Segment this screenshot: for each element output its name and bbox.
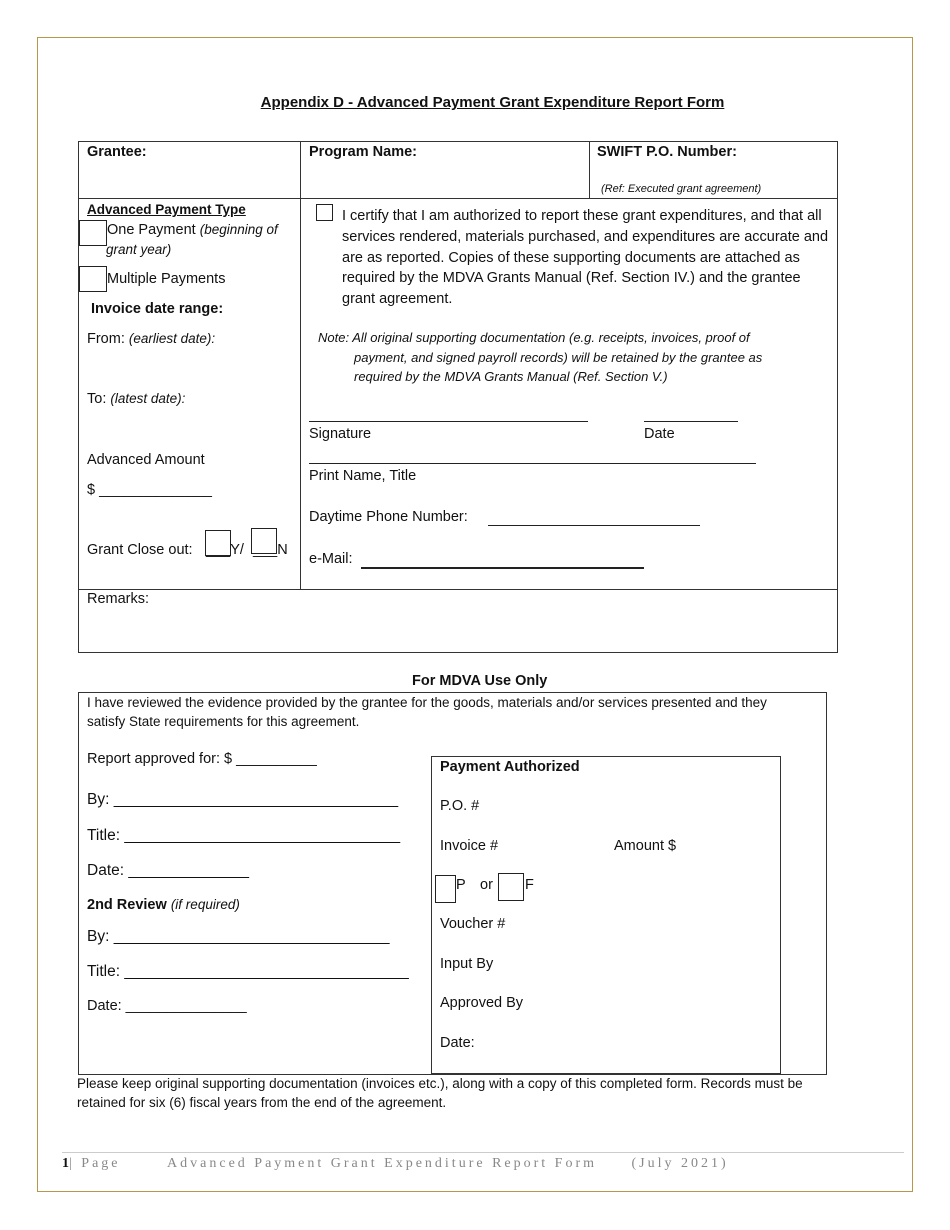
mdva-heading: For MDVA Use Only — [412, 673, 548, 689]
payment-date-label: Date: — [440, 1035, 475, 1051]
p-label: P — [456, 877, 466, 893]
report-approved-field[interactable]: Report approved for: $ __________ — [87, 751, 317, 767]
po-label: P.O. # — [440, 798, 480, 814]
advanced-amount-label: Advanced Amount — [87, 452, 205, 468]
signature-label: Signature — [309, 426, 372, 442]
note-line-1: Note: All original supporting documentation (e.g. receipts, invoices, proof of — [318, 330, 750, 345]
by-field-2[interactable]: By: ________________________________ — [87, 928, 390, 945]
page-word: | Page — [69, 1156, 121, 1171]
date-label: Date — [644, 426, 675, 442]
multiple-payments-label: Multiple Payments — [107, 271, 226, 287]
swift-po-ref: (Ref: Executed grant agreement) — [601, 183, 762, 195]
input-by-label: Input By — [440, 956, 494, 972]
retention-note-italic — [318, 328, 823, 387]
phone-label: Daytime Phone Number: — [309, 509, 468, 525]
certification-statement: I certify that I am authorized to report these grant expenditures, and that all services rendered, materials purchased, and expenditures are accurate and are as reported. Copies of these supporting documents are attached as required by the MDVA Grants Manual (Ref. Section IV.) and the grantee grant agreement. — [342, 208, 829, 308]
from-field-label: From: (earliest date): — [87, 331, 216, 347]
one-payment-label: One Payment (beginning of — [107, 222, 278, 238]
page-number: 1 — [62, 1156, 69, 1171]
to-field-label: To: (latest date): — [87, 391, 186, 407]
header-row-divider — [78, 198, 838, 199]
invoice-label: Invoice # — [440, 838, 499, 854]
program-name-label: Program Name: — [309, 144, 417, 160]
title-field-1[interactable]: Title: ________________________________ — [87, 827, 401, 844]
close-out-no-label: ___N — [253, 542, 288, 558]
grantee-label: Grantee: — [87, 144, 147, 160]
close-out-label: Grant Close out: — [87, 542, 193, 558]
swift-po-label: SWIFT P.O. Number: — [597, 144, 737, 160]
by-field-1[interactable]: By: _________________________________ — [87, 791, 399, 808]
payment-type-heading: Advanced Payment Type — [87, 202, 246, 217]
email-label: e-Mail: — [309, 551, 353, 567]
payment-authorized-box — [431, 756, 781, 1074]
note-line-3: required by the MDVA Grants Manual (Ref. Section V.) — [354, 369, 668, 384]
form-title: Appendix D - Advanced Payment Grant Expenditure Report Form — [260, 94, 725, 111]
date-line[interactable] — [644, 421, 738, 422]
phone-line[interactable] — [488, 525, 700, 526]
page-footer — [62, 1156, 729, 1172]
header-col-divider-1 — [300, 141, 301, 589]
review-statement-line-1: I have reviewed the evidence provided by the grantee for the goods, materials and/or services presented and they — [87, 695, 767, 710]
retention-note-line-1: Please keep original supporting documentation (invoices etc.), along with a copy of this completed form. Records must be — [77, 1076, 803, 1091]
close-out-yes-label: ___Y/ — [206, 542, 244, 558]
date-field-2[interactable]: Date: _______________ — [87, 998, 247, 1014]
multiple-payments-checkbox[interactable] — [79, 266, 107, 292]
advanced-amount-field[interactable]: $ ______________ — [87, 482, 212, 498]
or-label: or — [480, 877, 493, 893]
signature-line[interactable] — [309, 421, 588, 422]
note-line-2: payment, and signed payroll records) will be retained by the grantee as — [354, 349, 763, 365]
retention-note-line-2: retained for six (6) fiscal years from the end of the agreement. — [77, 1095, 447, 1110]
one-payment-checkbox[interactable] — [79, 220, 107, 246]
payment-authorized-heading: Payment Authorized — [440, 759, 580, 775]
remarks-label: Remarks: — [87, 591, 150, 607]
amount-label: Amount $ — [614, 838, 677, 854]
email-line[interactable] — [361, 567, 644, 569]
remarks-row-divider — [78, 589, 838, 590]
header-col-divider-2 — [589, 141, 590, 198]
date-field-1[interactable]: Date: ______________ — [87, 862, 250, 879]
title-field-2[interactable]: Title: _________________________________ — [87, 963, 409, 980]
voucher-label: Voucher # — [440, 916, 506, 932]
review-statement-line-2: satisfy State requirements for this agreement. — [87, 714, 360, 729]
one-payment-note: grant year) — [106, 242, 172, 257]
second-review-label: 2nd Review (if required) — [87, 897, 240, 913]
print-name-label: Print Name, Title — [309, 468, 417, 484]
print-name-line[interactable] — [309, 463, 756, 464]
approved-by-label: Approved By — [440, 995, 524, 1011]
invoice-range-heading: Invoice date range: — [91, 301, 224, 317]
f-checkbox[interactable] — [498, 873, 524, 901]
f-label: F — [525, 877, 534, 893]
footer-divider — [62, 1152, 904, 1153]
footer-form-name: Advanced Payment Grant Expenditure Report Form — [167, 1156, 598, 1171]
certify-checkbox[interactable] — [316, 204, 333, 221]
p-checkbox[interactable] — [435, 875, 456, 903]
footer-revision: (July 2021) — [631, 1156, 729, 1171]
